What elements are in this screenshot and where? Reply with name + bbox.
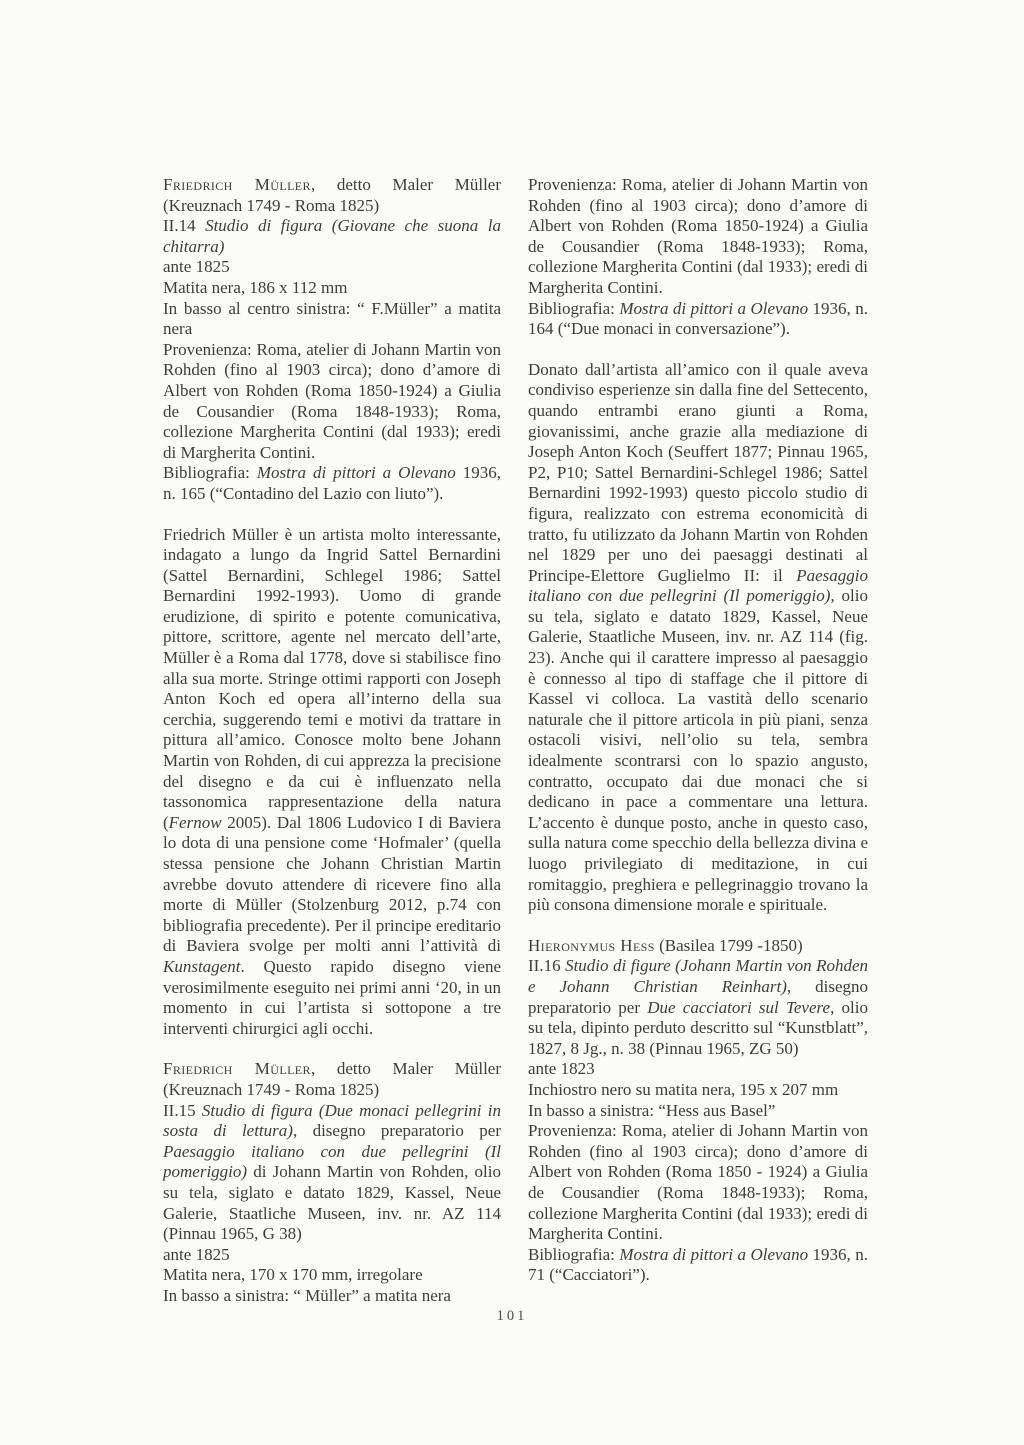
commentary-ii14-line-1: Friedrich Müller è un artista molto interessante, indagato a lungo da Ingrid Sattel Bernardini (Sattel Bernardini, Schlegel 1986; Sattel Bernardini 1992-1993). Uomo di grande erudizione, di spirito e potente comunicativa, pittore, scrittore, agente nel mercato dell’arte, Müller è a Roma dal 1778, dove si stabilisce fino alla sua morte. Stringe ottimi rapporti con Joseph Anton Koch ed opera all’interno della sua cerchia, suggerendo temi e motivi da trattare in pittura all’amico. Conosce molto bene Johann Martin von Rohden, di cui apprezza la precisione del disegno e da cui è influenzato nella tassonomica rappresentazione della natura (Fernow 2005). Dal 1806 Ludovico I di Baviera lo dota di una pensione come ‘Hofmaler’ (quella stessa pensione che Johann Christian Martin avrebbe dovuto attendere di ricevere fino alla morte di Müller (Stolzenburg 2012, p.74 con bibliografia precedente). Per il principe ereditario di Baviera svolge per molti anni l’attività di Kunstagent. Questo rapido disegno viene verosimilmente eseguito nei primi anni ‘20, in un momento in cui l’artista si sottopone a tre interventi chirurgici agli occhi. (163, 524, 501, 1038)
entry-ii14-line-6: Provenienza: Roma, atelier di Johann Martin von Rohden (fino al 1903 circa); dono d’amore di Albert von Rohden (Roma 1850-1924) a Giulia de Cousandier (Roma 1848-1933); Roma, collezione Margherita Contini (dal 1933); eredi di Margherita Contini. (163, 339, 501, 462)
entry-ii15-line-5: In basso a sinistra: “ Müller” a matita nera (163, 1285, 451, 1305)
entry-ii15-line-3: ante 1825 (163, 1244, 230, 1264)
entry-ii16-line-2: II.16 Studio di figure (Johann Martin von Rohden e Johann Christian Reinhart), disegno preparatorio per Due cacciatori sul Tevere, olio su tela, dipinto perduto descritto sul “Kunstblatt”, 1827, 8 Jg., n. 38 (Pinnau 1965, ZG 50) (528, 956, 868, 1058)
entry-ii15-line-4: Matita nera, 170 x 170 mm, irregolare (163, 1265, 423, 1285)
entry-ii16-line-6: Provenienza: Roma, atelier di Johann Martin von Rohden (fino al 1903 circa); dono d’amore di Albert von Rohden (Roma 1850 - 1924) a Giulia de Cousandier (Roma 1848-1933); Roma, collezione Margherita Contini (dal 1933); eredi di Margherita Contini. (528, 1121, 868, 1244)
entry-ii15-line-2: II.15 Studio di figura (Due monaci pellegrini in sosta di lettura), disegno preparatorio per Paesaggio italiano con due pellegrini (Il pomeriggio) di Johann Martin von Rohden, olio su tela, siglato e datato 1829, Kassel, Neue Galerie, Staatliche Museen, inv. nr. AZ 114 (Pinnau 1965, G 38) (163, 1100, 501, 1244)
entry-ii14-line-3: ante 1825 (163, 257, 230, 277)
entry-ii16-line-1: Hieronymus Hess (Basilea 1799 -1850) (528, 935, 803, 955)
column-left (163, 175, 501, 1306)
commentary-ii15 (528, 360, 868, 916)
entry-ii14-line-7: Bibliografia: Mostra di pittori a Olevano 1936, n. 165 (“Contadino del Lazio con liuto”). (163, 463, 501, 503)
entry-ii15 (163, 1059, 501, 1306)
commentary-ii14 (163, 525, 501, 1040)
entry-ii15-continuation-line-2: Bibliografia: Mostra di pittori a Olevano 1936, n. 164 (“Due monaci in conversazione”). (528, 298, 868, 339)
entry-ii15-line-1: Friedrich Müller, detto Maler Müller (Kreuznach 1749 - Roma 1825) (163, 1059, 501, 1099)
entry-ii15-continuation (528, 175, 868, 340)
entry-ii16-line-3: ante 1823 (528, 1059, 595, 1079)
entry-ii14-line-5: In basso al centro sinistra: “ F.Müller” a matita nera (163, 298, 501, 339)
entry-ii14-line-4: Matita nera, 186 x 112 mm (163, 277, 348, 297)
entry-ii16-line-7: Bibliografia: Mostra di pittori a Olevano 1936, n. 71 (“Cacciatori”). (528, 1244, 868, 1285)
commentary-ii15-line-1: Donato dall’artista all’amico con il quale aveva condiviso esperienze sin dalla fine del Settecento, quando entrambi erano giunti a Roma, giovanissimi, anche grazie alla mediazione di Joseph Anton Koch (Seuffert 1877; Pinnau 1965, P2, P10; Sattel Bernardini-Schlegel 1986; Sattel Bernardini 1992-1993) questo piccolo studio di figura, realizzato con estrema economicità di tratto, fu utilizzato da Johann Martin von Rohden nel 1829 per uno dei paesaggi destinati al Principe-Elettore Guglielmo II: il Paesaggio italiano con due pellegrini (Il pomeriggio), olio su tela, siglato e datato 1829, Kassel, Neue Galerie, Staatliche Museen, inv. nr. AZ 114 (fig. 23). Anche qui il carattere impresso al paesaggio è connesso al tipo di staffage che il pittore di Kassel vi colloca. La vastità dello scenario naturale che il pittore articola in più piani, senza ostacoli visivi, nell’olio su tela, sembra idealmente scontrarsi con lo spazio angusto, contratto, occupato dai due monaci che si dedicano in pace a commentare una lettura. L’accento è dunque posto, anche in questo caso, sulla natura come specchio della bellezza divina e luogo privilegiato di meditazione, in cui romitaggio, preghiera e pellegrinaggio trovano la più consona dimensione morale e spirituale. (528, 359, 868, 915)
entry-ii16-line-5: In basso a sinistra: “Hess aus Basel” (528, 1100, 776, 1120)
entry-ii16 (528, 936, 868, 1286)
entry-ii15-continuation-line-1: Provenienza: Roma, atelier di Johann Martin von Rohden (fino al 1903 circa); dono d’amore di Albert von Rohden (Roma 1850-1924) a Giulia de Cousandier (Roma 1848-1933); Roma, collezione Margherita Contini (dal 1933); eredi di Margherita Contini. (528, 175, 868, 297)
entry-ii14-line-1: Friedrich Müller, detto Maler Müller (Kreuznach 1749 - Roma 1825) (163, 175, 501, 215)
entry-ii16-line-4: Inchiostro nero su matita nera, 195 x 207 mm (528, 1079, 839, 1099)
entry-ii14 (163, 175, 501, 505)
page-number: 101 (496, 1308, 528, 1324)
entry-ii14-line-2: II.14 Studio di figura (Giovane che suona la chitarra) (163, 216, 501, 256)
column-right (528, 175, 868, 1286)
